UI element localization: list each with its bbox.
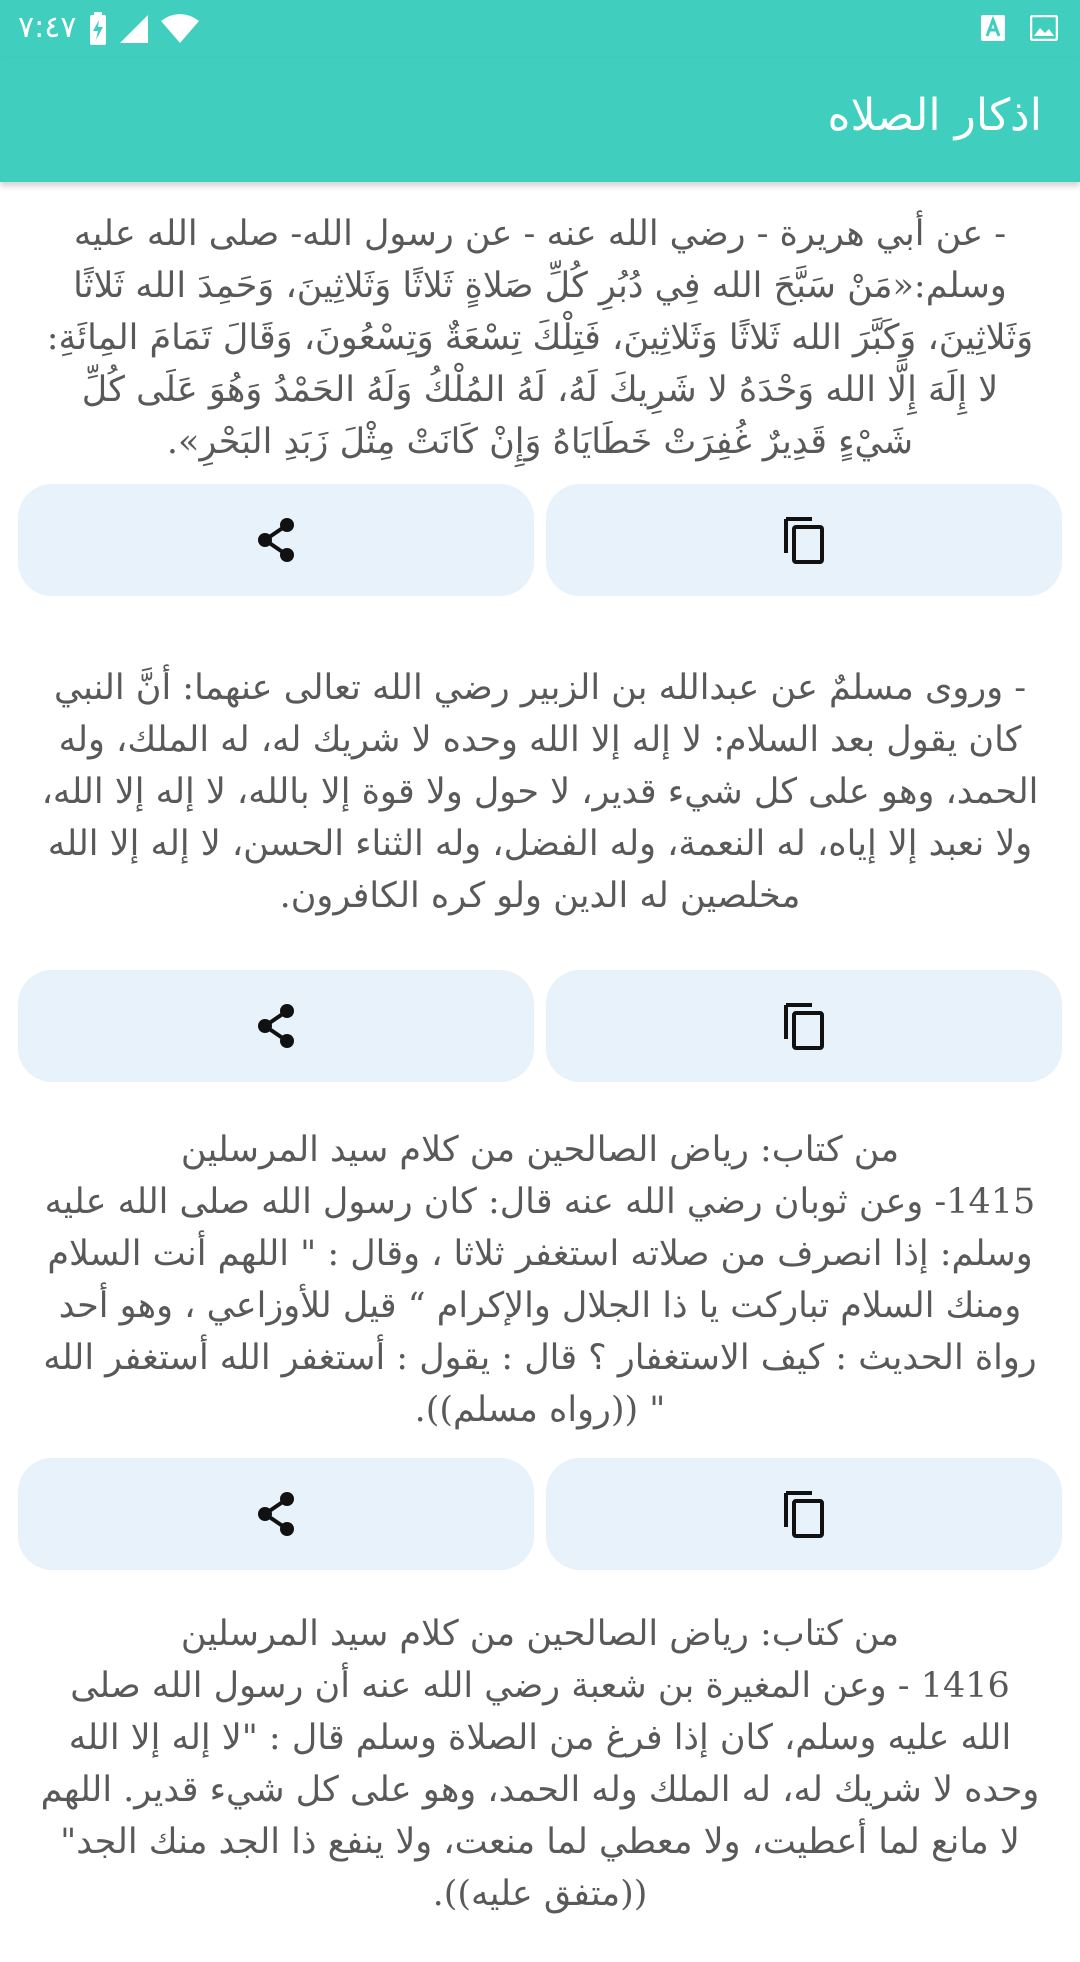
copy-button[interactable] <box>546 970 1062 1082</box>
status-icons-left <box>88 12 200 46</box>
copy-icon <box>782 1001 826 1051</box>
zikr-text: - عن أبي هريرة - رضي الله عنه - عن رسول الله- صلى الله عليه وسلم:«مَنْ سَبَّحَ الله فِي دُبُرِ كُلِّ صَلاةٍ ثَلاثًا وَثَلاثِينَ، وَحَمِدَ الله ثَلاثًا وَثَلاثِينَ، وَكَبَّرَ الله ثَلاثًا وَثَلاثِينَ، فَتِلْكَ تِسْعَةٌ وَتِسْعُونَ، وَقَالَ تَمَامَ المِائَةِ: لا إِلَهَ إِلَّا الله وَحْدَهُ لا شَرِيكَ لَهُ، لَهُ المُلْكُ وَلَهُ الحَمْدُ وَهُوَ عَلَى كُلِّ شَيْءٍ قَدِيرٌ غُفِرَتْ خَطَايَاهُ وَإِنْ كَانَتْ مِثْلَ زَبَدِ البَحْرِ». <box>46 214 1034 462</box>
status-icons-right <box>980 14 1058 42</box>
keyboard-a-icon <box>980 14 1006 42</box>
copy-button[interactable] <box>546 484 1062 596</box>
app-bar <box>0 58 1080 182</box>
status-time: ٧:٤٧ <box>18 10 77 45</box>
card-actions <box>0 970 1080 1084</box>
copy-icon <box>782 1489 826 1539</box>
share-button[interactable] <box>18 970 534 1082</box>
share-icon <box>253 1001 299 1051</box>
page-title: اذكار الصلاه <box>827 90 1042 141</box>
card-actions <box>0 1458 1080 1572</box>
card-actions <box>0 484 1080 598</box>
copy-icon <box>782 515 826 565</box>
share-button[interactable] <box>18 1458 534 1570</box>
list-item <box>0 1084 1080 1572</box>
azkar-list[interactable] <box>0 182 1080 1962</box>
list-item <box>0 1572 1080 1962</box>
signal-icon <box>118 13 150 45</box>
zikr-text: - وروى مسلمٌ عن عبدالله بن الزبير رضي الله تعالى عنهما: أنَّ النبي كان يقول بعد السلام: لا إله إلا الله وحده لا شريك له، له الملك، وله الحمد، وهو على كل شيء قدير، لا حول ولا قوة إلا بالله، لا إله إلا الله، ولا نعبد إلا إياه، له النعمة، وله الفضل، وله الثناء الحسن، لا إله إلا الله مخلصين له الدين ولو كره الكافرون. <box>41 668 1039 916</box>
battery-charging-icon <box>88 12 108 46</box>
list-item <box>0 182 1080 598</box>
wifi-icon <box>160 13 200 45</box>
zikr-text: من كتاب: رياض الصالحين من كلام سيد المرسلين 1416 - وعن المغيرة بن شعبة رضي الله عنه أن رسول الله صلى الله عليه وسلم، كان إذا فرغ من الصلاة وسلم قال : "لا إله إلا الله وحده لا شريك له، له الملك وله الحمد، وهو على كل شيء قدير. اللهم لا مانع لما أعطيت، ولا معطي لما منعت، ولا ينفع ذا الجد منك الجد" ((متفق عليه)). <box>40 1614 1040 1914</box>
image-icon <box>1030 15 1058 41</box>
share-icon <box>253 1489 299 1539</box>
share-button[interactable] <box>18 484 534 596</box>
list-item <box>0 598 1080 1084</box>
status-bar <box>0 0 1080 58</box>
share-icon <box>253 515 299 565</box>
zikr-text: من كتاب: رياض الصالحين من كلام سيد المرسلين 1415- وعن ثوبان رضي الله عنه قال: كان رسول الله صلى الله عليه وسلم: إذا انصرف من صلاته استغفر ثلاثا ، وقال : " اللهم أنت السلام ومنك السلام تباركت يا ذا الجلال والإكرام “ قيل للأوزاعي ، وهو أحد رواة الحديث : كيف الاستغفار ؟ قال : يقول : أستغفر الله أستغفر الله " ((رواه مسلم)). <box>43 1130 1037 1430</box>
copy-button[interactable] <box>546 1458 1062 1570</box>
